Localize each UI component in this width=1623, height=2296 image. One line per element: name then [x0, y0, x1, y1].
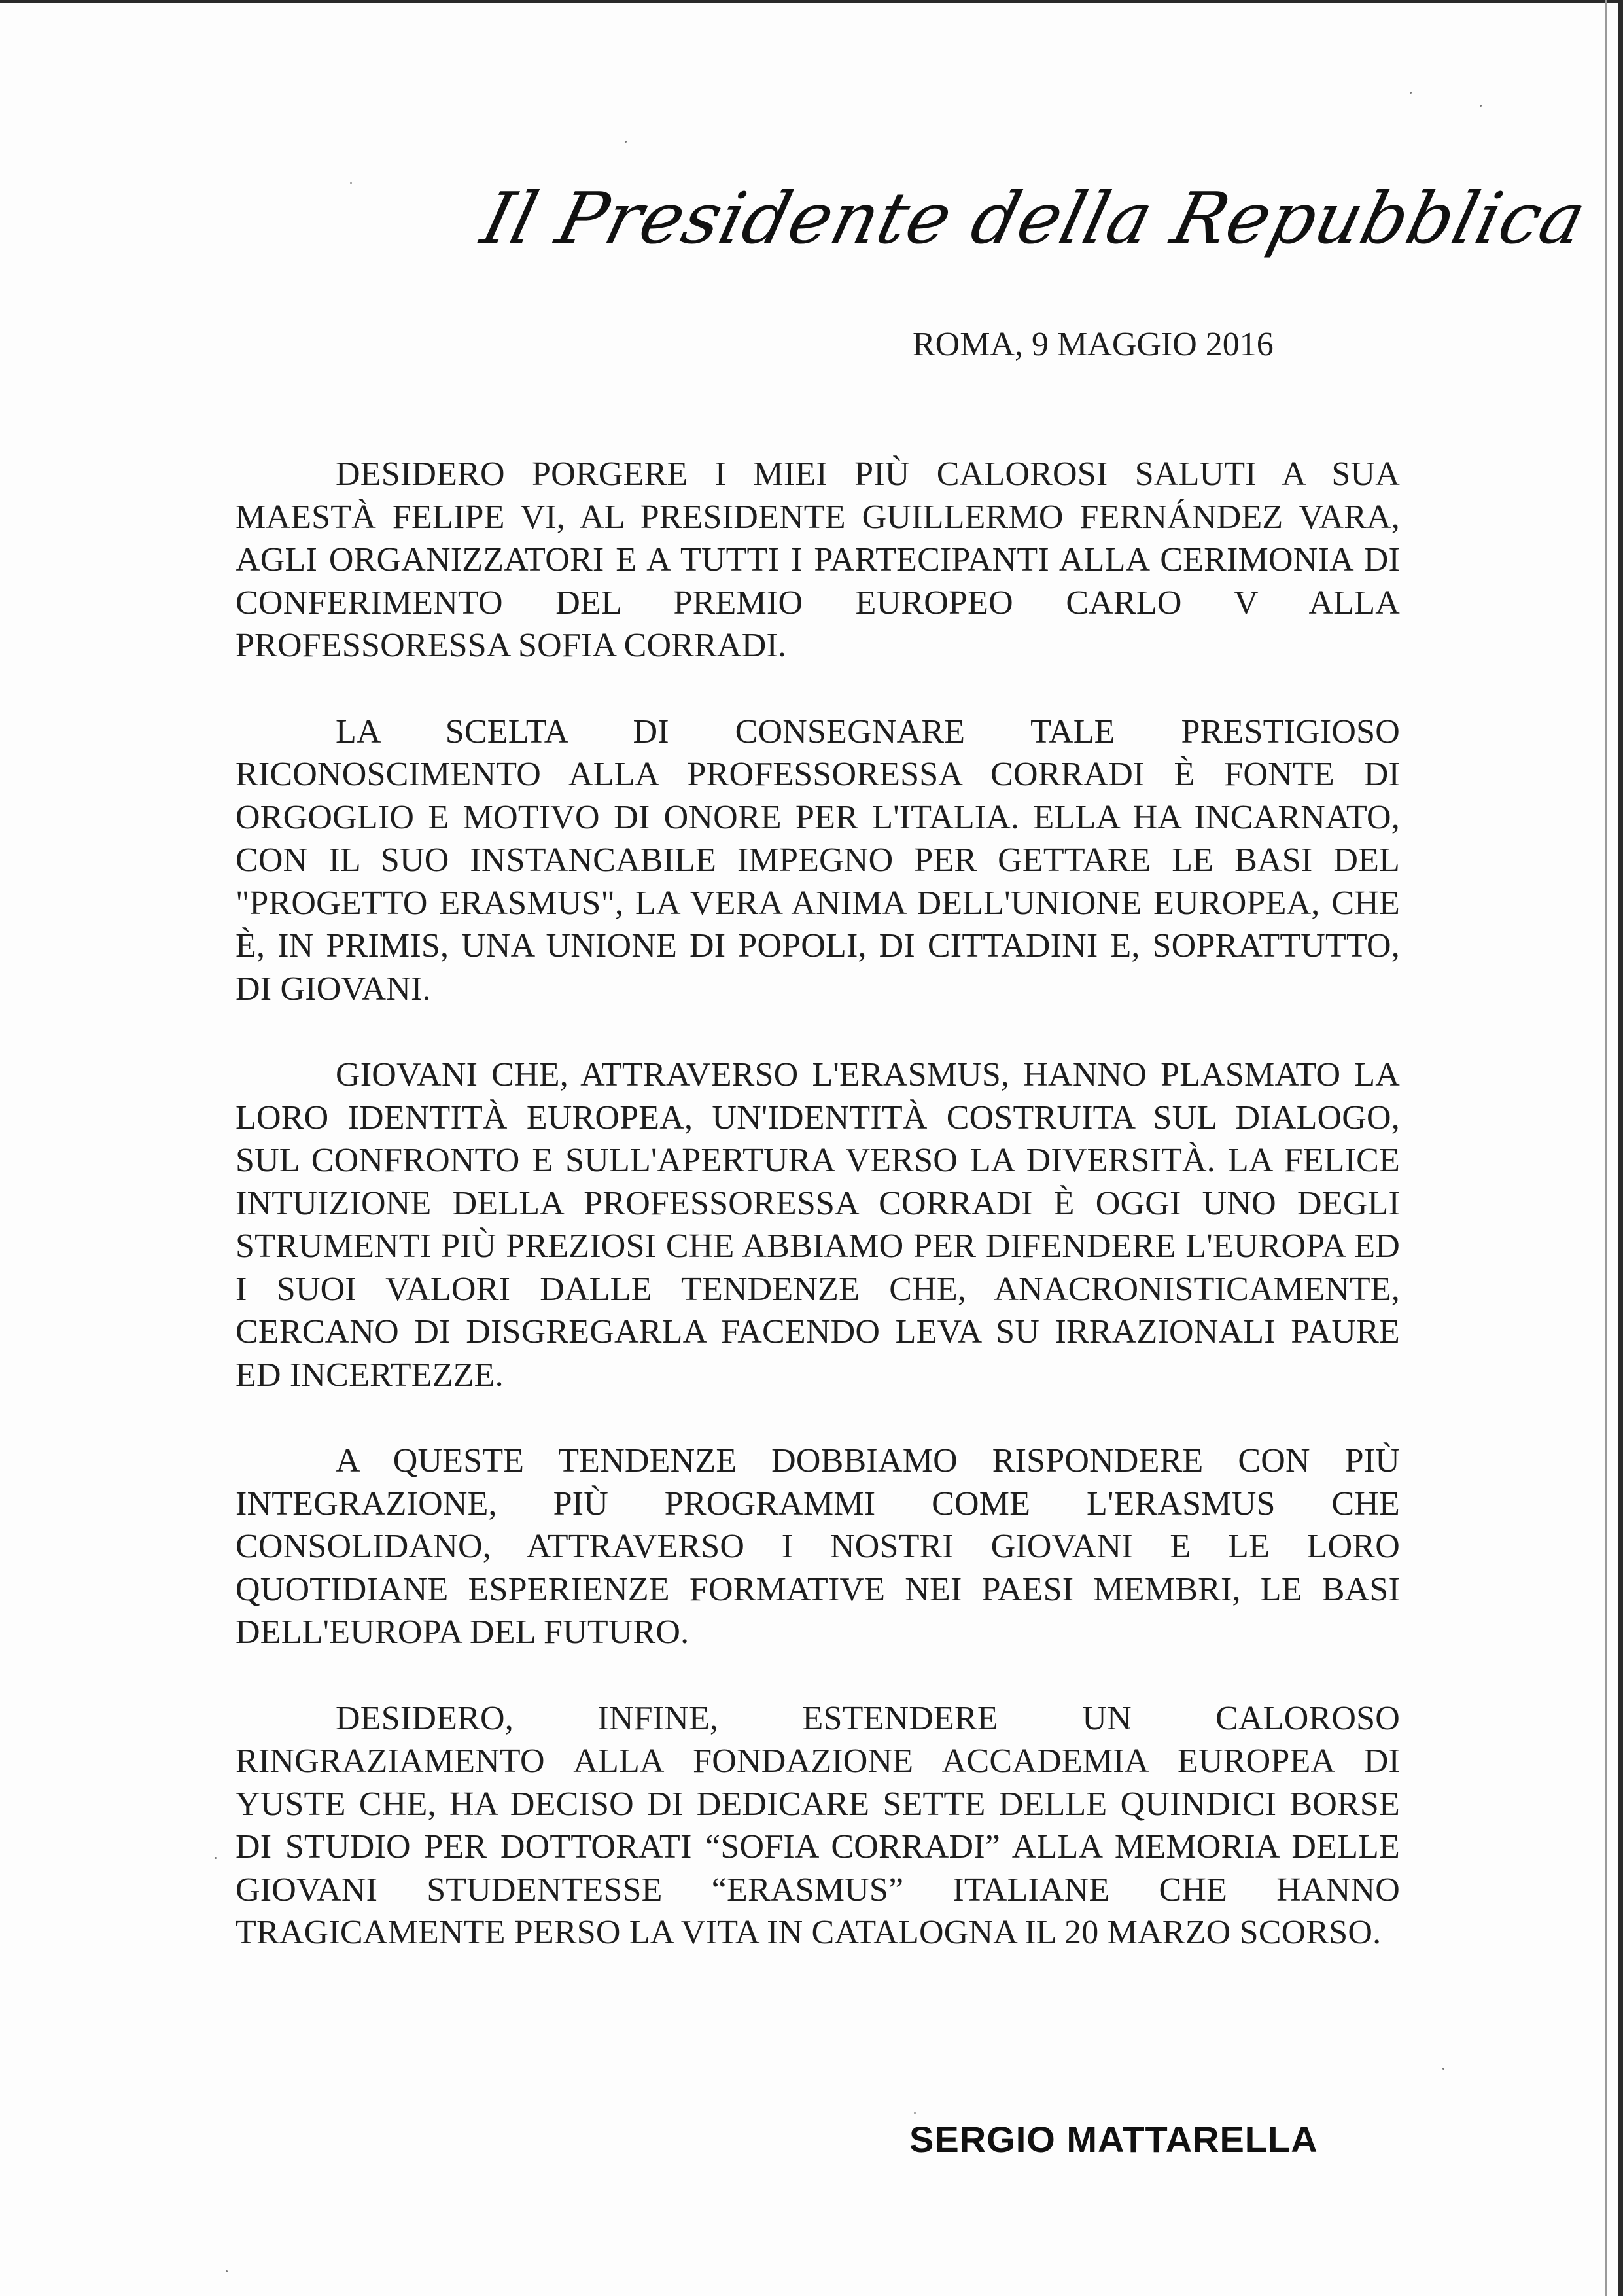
letter-date: ROMA, 9 MAGGIO 2016 — [913, 326, 1274, 363]
scan-edge-right — [1618, 0, 1623, 2296]
paragraph-3: GIOVANI CHE, ATTRAVERSO L'ERASMUS, HANNO PLASMATO LA LORO IDENTITÀ EUROPEA, UN'IDENTITÀ COSTRUITA SUL DIALOGO, SUL CONFRONTO E SULL'APERTURA VERSO LA DIVERSITÀ. LA FELICE INTUIZIONE DELLA PROFESSORESSA CORRADI È OGGI UNO DEGLI STRUMENTI PIÙ PREZIOSI CHE ABBIAMO PER DIFENDERE L'EUROPA ED I SUOI VALORI DALLE TENDENZE CHE, ANACRONISTICAMENTE, CERCANO DI DISGREGARLA FACENDO LEVA SU IRRAZIONALI PAURE ED INCERTEZZE. — [236, 1056, 1400, 1394]
scan-edge-top — [0, 0, 1623, 3]
scan-speck — [350, 182, 352, 184]
scan-edge-right-inner — [1605, 0, 1607, 2296]
scan-speck — [1480, 105, 1482, 107]
scan-speck — [226, 2270, 228, 2272]
paragraph-1: DESIDERO PORGERE I MIEI PIÙ CALOROSI SALUTI A SUA MAESTÀ FELIPE VI, AL PRESIDENTE GUILLERMO FERNÁNDEZ VARA, AGLI ORGANIZZATORI E A TUTTI I PARTECIPANTI ALLA CERIMONIA DI CONFERIMENTO DEL PREMIO EUROPEO CARLO V ALLA PROFESSORESSA SOFIA CORRADI. — [236, 455, 1400, 664]
scan-speck — [914, 2112, 916, 2114]
paragraph-4: A QUESTE TENDENZE DOBBIAMO RISPONDERE CON PIÙ INTEGRAZIONE, PIÙ PROGRAMMI COME L'ERASMUS CHE CONSOLIDANO, ATTRAVERSO I NOSTRI GIOVANI E LE LORO QUOTIDIANE ESPERIENZE FORMATIVE NEI PAESI MEMBRI, LE BASI DELL'EUROPA DEL FUTURO. — [236, 1442, 1400, 1651]
scan-speck — [625, 141, 627, 143]
scan-speck — [1442, 2068, 1444, 2070]
signature-name: SERGIO MATTARELLA — [909, 2119, 1318, 2160]
paragraph-5: DESIDERO, INFINE, ESTENDERE UN CALOROSO RINGRAZIAMENTO ALLA FONDAZIONE ACCADEMIA EUROPEA DI YUSTE CHE, HA DECISO DI DEDICARE SETTE DELLE QUINDICI BORSE DI STUDIO PER DOTTORATI “SOFIA CORRADI” ALLA MEMORIA DELLE GIOVANI STUDENTESSE “ERASMUS” ITALIANE CHE HANNO TRAGICAMENTE PERSO LA VITA IN CATALOGNA IL 20 MARZO SCORSO. — [236, 1699, 1400, 1951]
paragraph-2: LA SCELTA DI CONSEGNARE TALE PRESTIGIOSO RICONOSCIMENTO ALLA PROFESSORESSA CORRADI È FONTE DI ORGOGLIO E MOTIVO DI ONORE PER L'ITALIA. ELLA HA INCARNATO, CON IL SUO INSTANCABILE IMPEGNO PER GETTARE LE BASI DEL "PROGETTO ERASMUS", LA VERA ANIMA DELL'UNIONE EUROPEA, CHE È, IN PRIMIS, UNA UNIONE DI POPOLI, DI CITTADINI E, SOPRATTUTTO, DI GIOVANI. — [236, 713, 1400, 1008]
scan-speck — [215, 1857, 217, 1859]
letterhead-title: Il Presidente della Repubblica — [474, 178, 1594, 260]
scan-speck — [1410, 92, 1412, 94]
letter-body — [236, 453, 1400, 1998]
